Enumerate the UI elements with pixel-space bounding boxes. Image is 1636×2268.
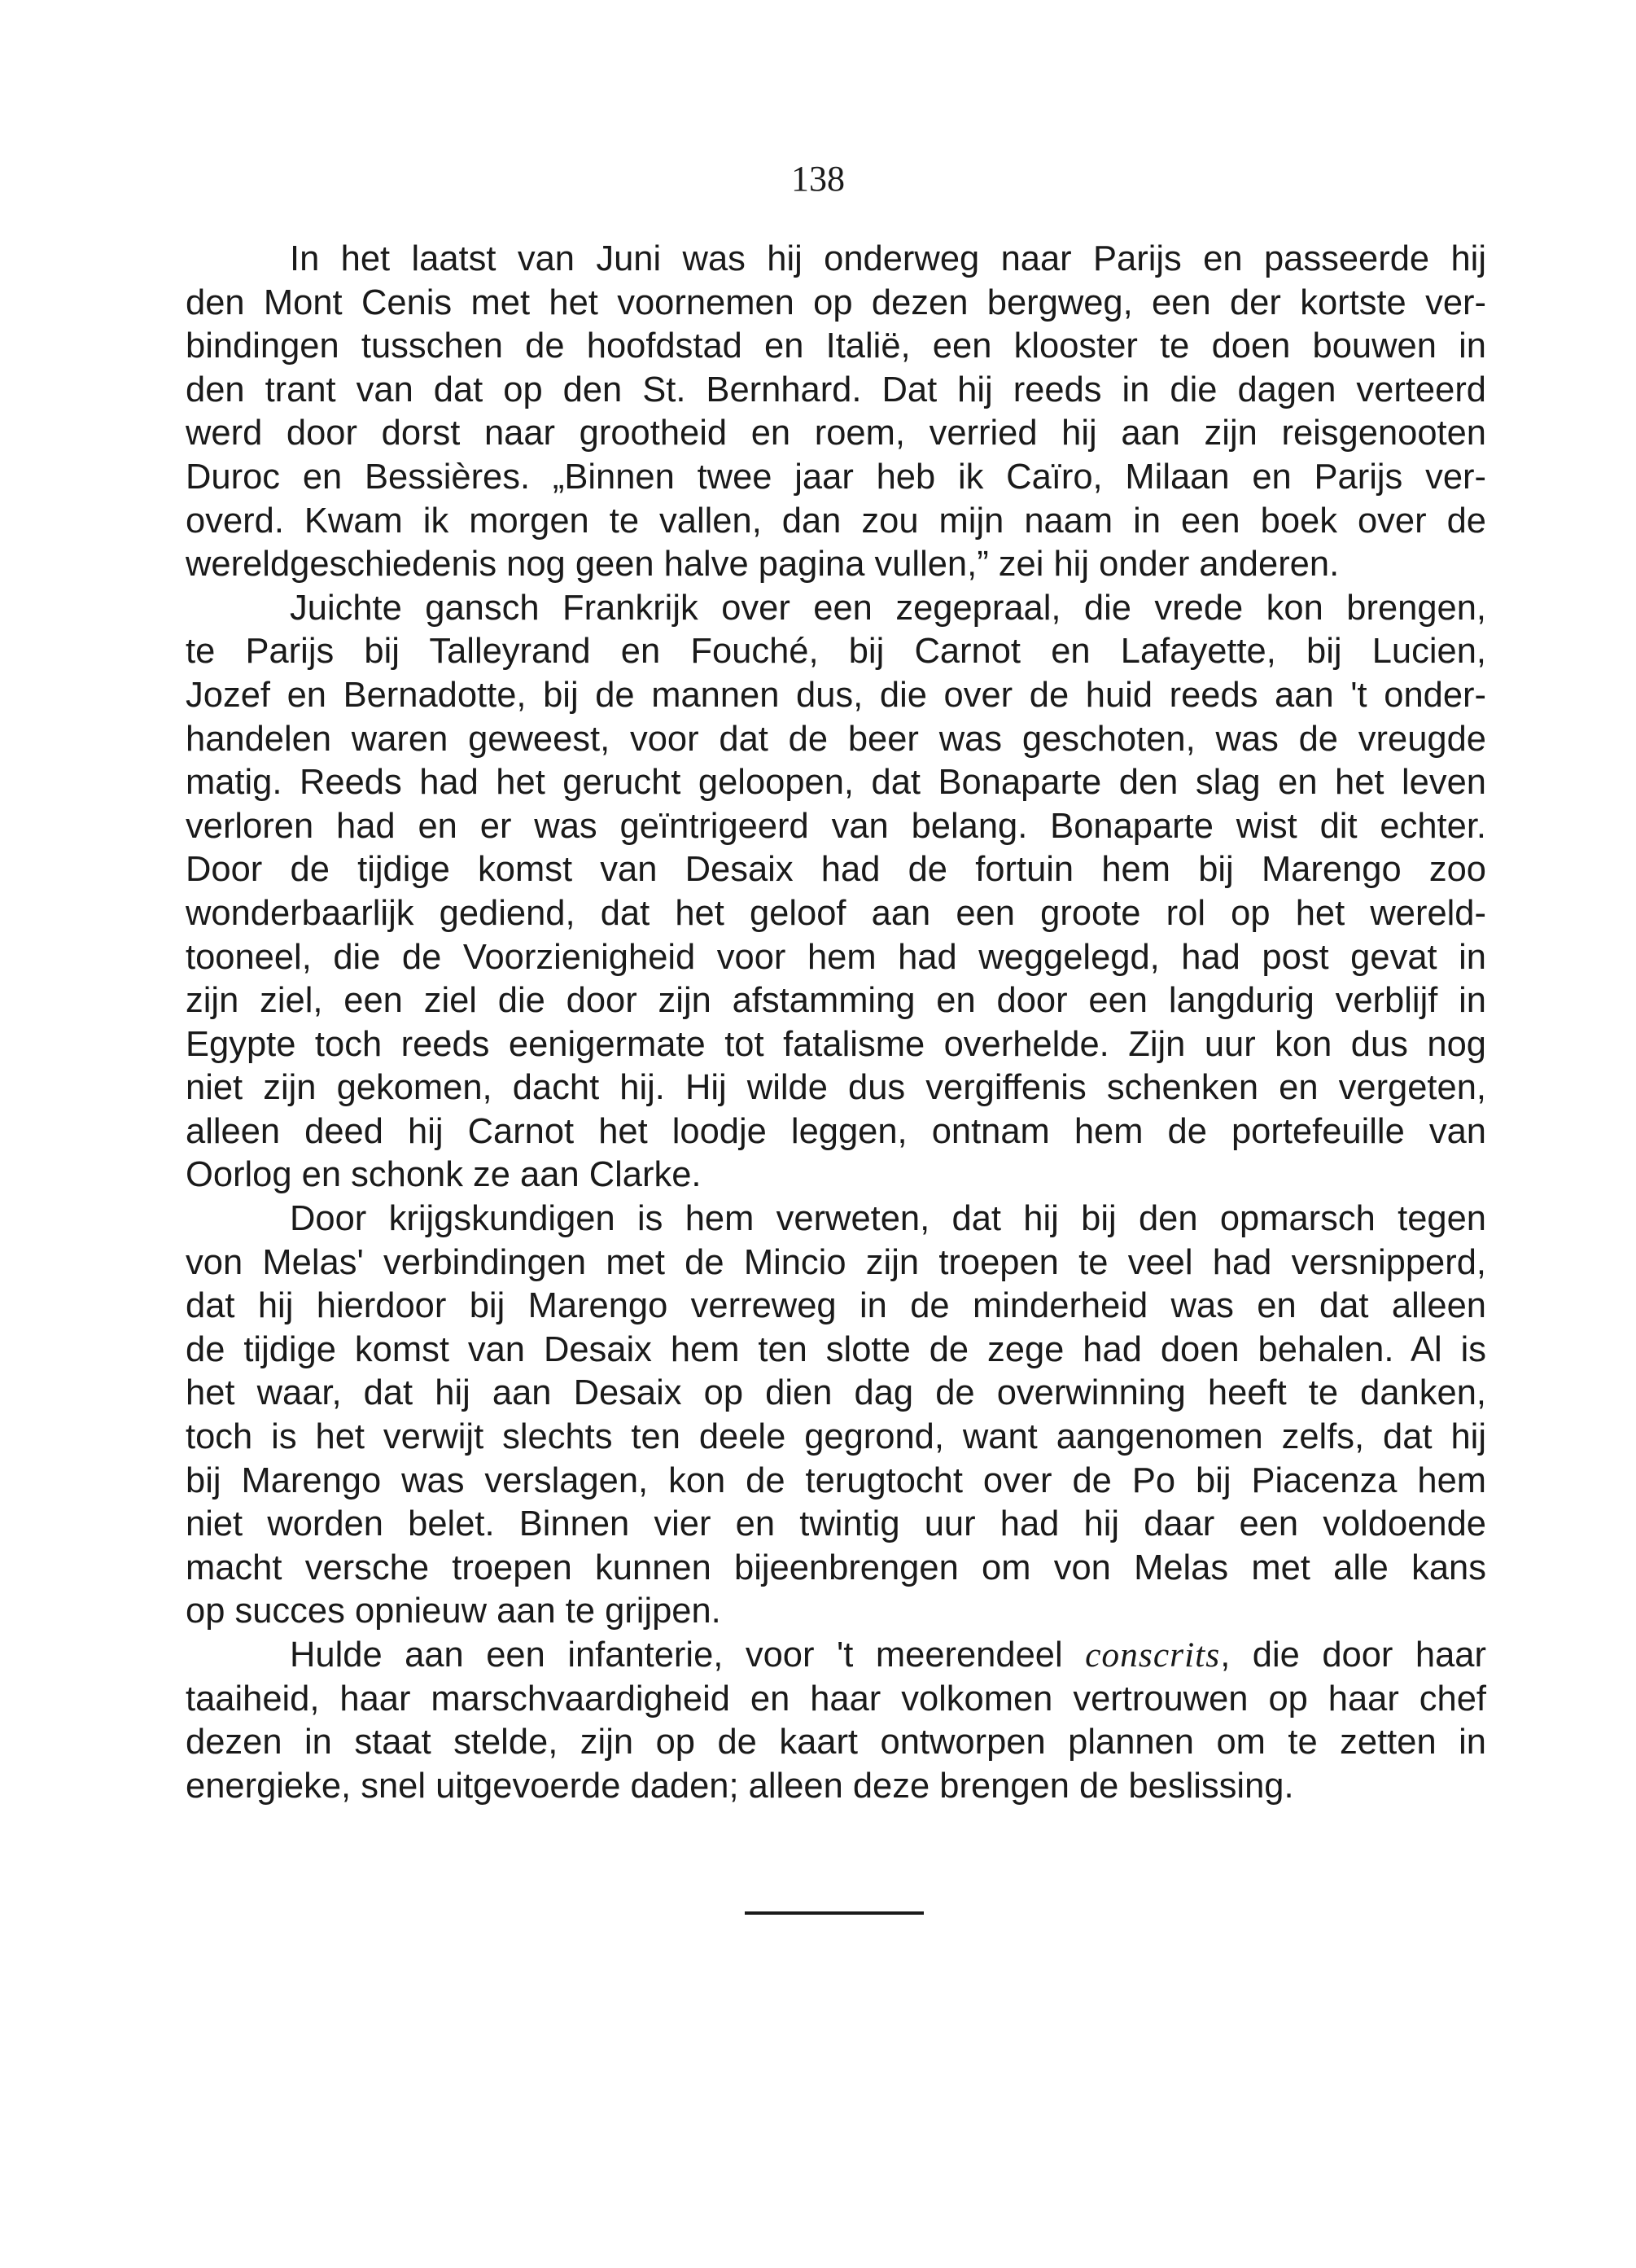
text-line: op succes opnieuw aan te grijpen. [186,1592,721,1631]
text-line: Duroc en Bessières. „Binnen twee jaar heb ik Caïro, Milaan en Parijs ver- [186,457,1486,497]
text-line: Jozef en Bernadotte, bij de mannen dus, die over de huid reeds aan 't onder- [186,675,1486,715]
italic-term: conscrits [1085,1635,1221,1675]
text-line: niet zijn gekomen, dacht hij. Hij wilde dus vergiffenis schenken en vergeten, [186,1068,1486,1108]
text-line: den Mont Cenis met het voornemen op dezen bergweg, een der kortste ver- [186,282,1486,322]
text-line: tooneel, die de Voorzienigheid voor hem had weggelegd, had post gevat in [186,937,1486,977]
text-line: wonderbaarlijk gediend, dat het geloof aan een groote rol op het wereld- [186,893,1486,933]
text-line: Juichte gansch Frankrijk over een zegepraal, die vrede kon brengen, [290,588,1486,628]
paragraph-4 [186,1634,1486,1808]
text-line: toch is het verwijt slechts ten deele gegrond, want aangenomen zelfs, dat hij [186,1417,1486,1457]
text-line: von Melas' verbindingen met de Mincio zijn troepen te veel had versnipperd, [186,1242,1486,1282]
text-line: bindingen tusschen de hoofdstad en Italië, een klooster te doen bouwen in [186,326,1486,366]
paragraph-2 [186,587,1486,1197]
text-line: dat hij hierdoor bij Marengo verreweg in de minderheid was en dat alleen [186,1286,1486,1326]
text-line: Door de tijdige komst van Desaix had de fortuin hem bij Marengo zoo [186,850,1486,890]
text-line: macht versche troepen kunnen bijeenbrengen om von Melas met alle kans [186,1548,1486,1587]
text-line: Egypte toch reeds eenigermate tot fatalisme overhelde. Zijn uur kon dus nog [186,1024,1486,1064]
text-line: het waar, dat hij aan Desaix op dien dag de overwinning heeft te danken, [186,1373,1486,1413]
text-line: niet worden belet. Binnen vier en twintig uur had hij daar een voldoende [186,1504,1486,1544]
text-line: taaiheid, haar marschvaardigheid en haar volkomen vertrouwen op haar chef [186,1679,1486,1719]
text-line: Oorlog en schonk ze aan Clarke. [186,1155,702,1195]
text-line: overd. Kwam ik morgen te vallen, dan zou mijn naam in een boek over de [186,501,1486,541]
text-line: energieke, snel uitgevoerde daden; alleen deze brengen de beslissing. [186,1766,1294,1806]
text-line: wereldgeschiedenis nog geen halve pagina vullen,” zei hij onder anderen. [186,545,1340,585]
text-run: Hulde aan een infanterie, voor 't meerendeel [290,1635,1086,1675]
paragraph-1 [186,238,1486,587]
text-line: den trant van dat op den St. Bernhard. Dat hij reeds in die dagen verteerd [186,370,1486,409]
text-line [186,1634,1486,1678]
text-line: zijn ziel, een ziel die door zijn afstamming en door een langdurig verblijf in [186,981,1486,1021]
body-text [186,238,1486,1808]
text-line: Door krijgskundigen is hem verweten, dat hij bij den opmarsch tegen [290,1199,1486,1239]
text-line: alleen deed hij Carnot het loodje leggen, ontnam hem de portefeuille van [186,1111,1486,1151]
paragraph-3 [186,1197,1486,1634]
text-line: bij Marengo was verslagen, kon de terugtocht over de Po bij Piacenza hem [186,1460,1486,1500]
text-line: werd door dorst naar grootheid en roem, verried hij aan zijn reisgenooten [186,414,1486,453]
text-line: verloren had en er was geïntrigeerd van belang. Bonaparte wist dit echter. [186,806,1486,846]
text-line: de tijdige komst van Desaix hem ten slotte de zege had doen behalen. Al is [186,1329,1486,1369]
end-of-chapter-rule [745,1911,924,1915]
text-line: In het laatst van Juni was hij onderweg naar Parijs en passeerde hij [290,239,1486,278]
text-line: matig. Reeds had het gerucht geloopen, dat Bonaparte den slag en het leven [186,763,1486,803]
text-line: handelen waren geweest, voor dat de beer was geschoten, was de vreugde [186,719,1486,759]
text-line: dezen in staat stelde, zijn op de kaart ontworpen plannen om te zetten in [186,1723,1486,1762]
page-number: 138 [791,159,845,199]
text-line: te Parijs bij Talleyrand en Fouché, bij Carnot en Lafayette, bij Lucien, [186,632,1486,672]
text-run: , die door haar [1220,1635,1486,1675]
